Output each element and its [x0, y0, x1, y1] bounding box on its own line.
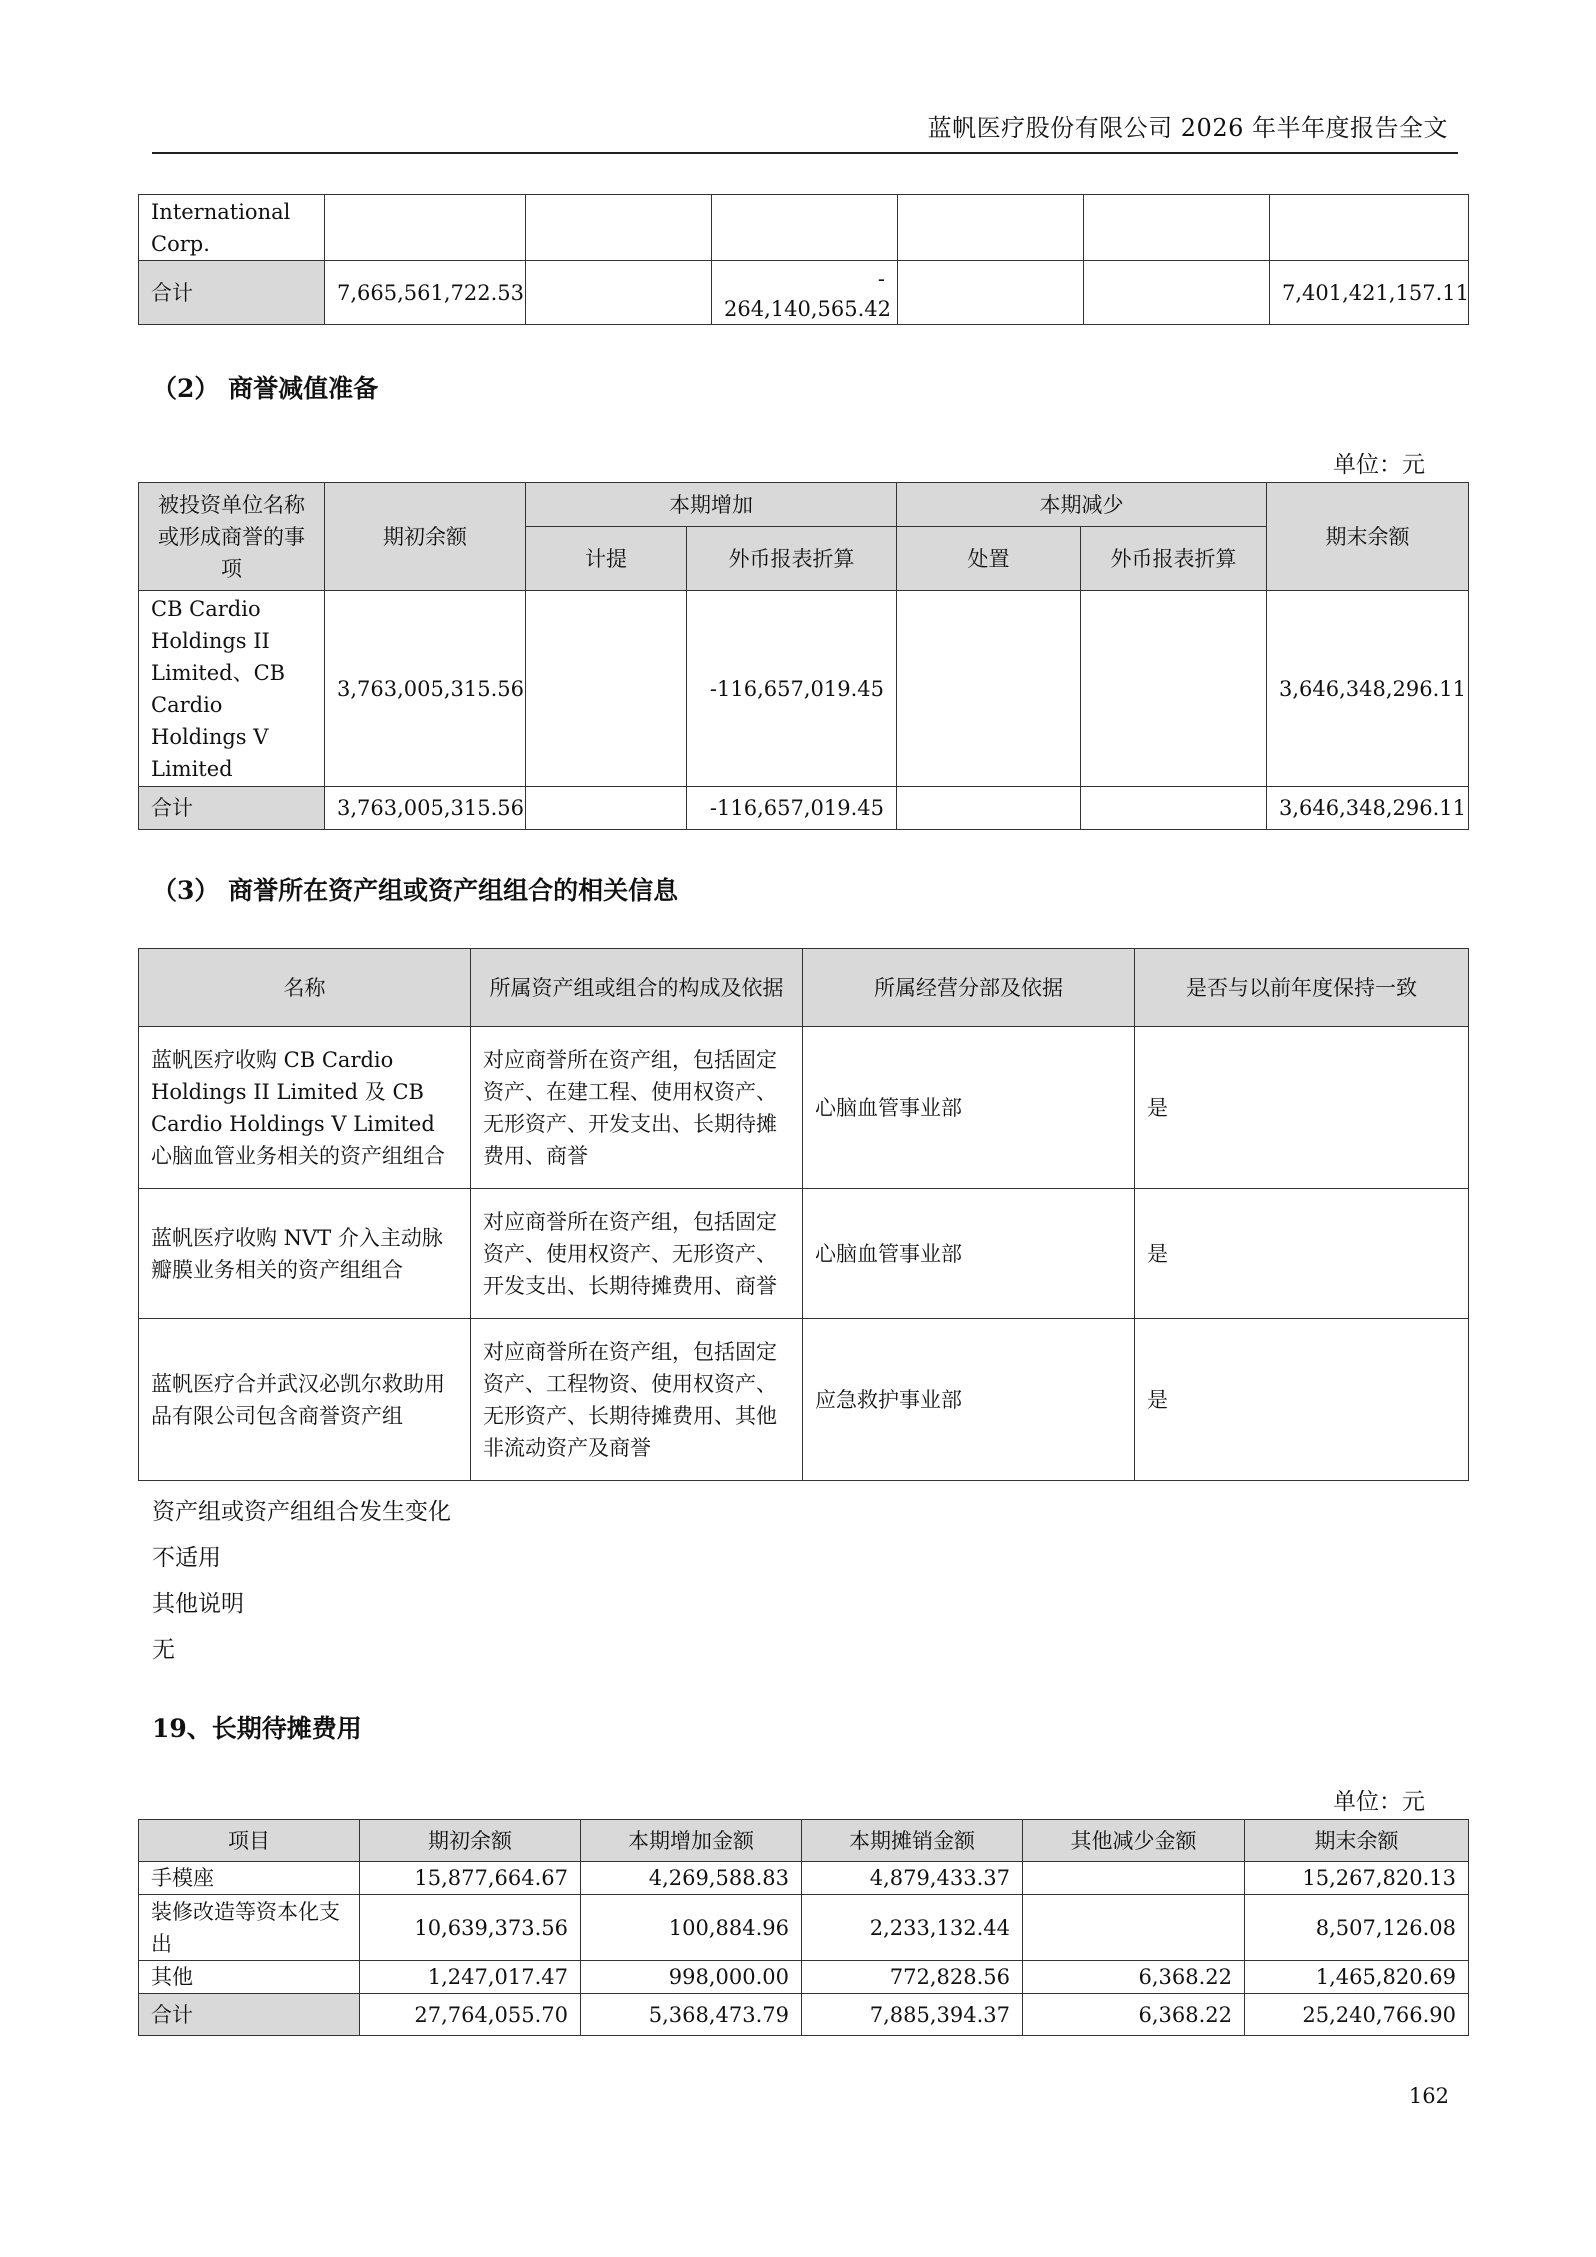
- row-label: 手模座: [139, 1862, 360, 1895]
- table-row-total: [139, 1994, 1469, 2036]
- column-header: 本期摊销金额: [802, 1820, 1023, 1862]
- row-label: 合计: [139, 261, 325, 325]
- table-cell: 是: [1135, 1027, 1469, 1189]
- table-cell: -116,657,019.45: [687, 591, 897, 787]
- table-row-total: [139, 261, 1469, 325]
- table-row-total: [139, 787, 1469, 830]
- table-cell: [1084, 261, 1270, 325]
- table-cell: 15,267,820.13: [1245, 1862, 1469, 1895]
- unit-label: 单位：元: [1333, 452, 1425, 478]
- table-cell: [1081, 591, 1267, 787]
- table-cell: 4,879,433.37: [802, 1862, 1023, 1895]
- table-cell: [898, 261, 1084, 325]
- table-cell: 3,763,005,315.56: [325, 787, 526, 830]
- page-number: 162: [1408, 2084, 1449, 2108]
- note-change-value: 不适用: [152, 1545, 221, 1571]
- table-cell: -116,657,019.45: [687, 787, 897, 830]
- note-change-label: 资产组或资产组组合发生变化: [152, 1499, 451, 1525]
- table-row: [139, 1027, 1469, 1189]
- row-label: International Corp.: [139, 195, 325, 261]
- column-header: 本期增加: [526, 483, 897, 527]
- row-label: 装修改造等资本化支出: [139, 1895, 360, 1961]
- table-long-term-prepaid: [138, 1819, 1469, 2036]
- table-row: [139, 1961, 1469, 1994]
- column-header: 外币报表折算: [1081, 527, 1267, 591]
- column-header: 名称: [139, 949, 471, 1027]
- table-cell: [897, 787, 1081, 830]
- table-cell: 10,639,373.56: [360, 1895, 581, 1961]
- section-title: （3） 商誉所在资产组或资产组组合的相关信息: [152, 876, 679, 905]
- table-cell: 100,884.96: [581, 1895, 802, 1961]
- table-cell: 7,885,394.37: [802, 1994, 1023, 2036]
- note-other-value: 无: [152, 1637, 175, 1663]
- column-header: 期末余额: [1267, 483, 1469, 591]
- row-label: 其他: [139, 1961, 360, 1994]
- table-cell: 心脑血管事业部: [803, 1027, 1135, 1189]
- table-cell: 7,401,421,157.11: [1270, 261, 1469, 325]
- column-header: 计提: [526, 527, 687, 591]
- table-top-continuation: [138, 194, 1469, 325]
- table-cell: 应急救护事业部: [803, 1319, 1135, 1481]
- table-cell: [1084, 195, 1270, 261]
- table-cell: 6,368.22: [1023, 1994, 1245, 2036]
- table-cell: 5,368,473.79: [581, 1994, 802, 2036]
- table-cell: 6,368.22: [1023, 1961, 1245, 1994]
- row-label: CB Cardio Holdings II Limited、CB Cardio Holdings V Limited: [139, 591, 325, 787]
- table-cell: 是: [1135, 1319, 1469, 1481]
- page-header-title: 蓝帆医疗股份有限公司 2026 年半年度报告全文: [927, 114, 1448, 142]
- row-label: 合计: [139, 1994, 360, 2036]
- table-cell: - 264,140,565.42: [712, 261, 898, 325]
- table-cell: 27,764,055.70: [360, 1994, 581, 2036]
- table-cell: [1023, 1895, 1245, 1961]
- column-header: 本期减少: [897, 483, 1267, 527]
- table-goodwill-impairment: [138, 482, 1469, 830]
- table-cell: 772,828.56: [802, 1961, 1023, 1994]
- column-header: 期初余额: [360, 1820, 581, 1862]
- table-header-row: [139, 949, 1469, 1027]
- note-other-label: 其他说明: [152, 1591, 244, 1617]
- table-cell: 对应商誉所在资产组，包括固定资产、使用权资产、无形资产、开发支出、长期待摊费用、商誉: [471, 1189, 803, 1319]
- table-cell: 998,000.00: [581, 1961, 802, 1994]
- column-header: 所属资产组或组合的构成及依据: [471, 949, 803, 1027]
- table-cell: 1,465,820.69: [1245, 1961, 1469, 1994]
- table-row: [139, 195, 1469, 261]
- table-cell: 蓝帆医疗收购 CB Cardio Holdings II Limited 及 CB Cardio Holdings V Limited 心脑血管业务相关的资产组组合: [139, 1027, 471, 1189]
- table-cell: 是: [1135, 1189, 1469, 1319]
- column-header: 是否与以前年度保持一致: [1135, 949, 1469, 1027]
- row-label: 合计: [139, 787, 325, 830]
- column-header: 其他减少金额: [1023, 1820, 1245, 1862]
- table-cell: [897, 591, 1081, 787]
- table-cell: 8,507,126.08: [1245, 1895, 1469, 1961]
- table-cell: 15,877,664.67: [360, 1862, 581, 1895]
- column-header: 外币报表折算: [687, 527, 897, 591]
- section-title: 19、长期待摊费用: [152, 1714, 362, 1743]
- table-cell: 对应商誉所在资产组，包括固定资产、在建工程、使用权资产、无形资产、开发支出、长期待摊费用、商誉: [471, 1027, 803, 1189]
- column-header: 被投资单位名称或形成商誉的事项: [139, 483, 325, 591]
- column-header: 期初余额: [325, 483, 526, 591]
- table-cell: 25,240,766.90: [1245, 1994, 1469, 2036]
- table-cell: [1023, 1862, 1245, 1895]
- table-cell: 3,646,348,296.11: [1267, 591, 1469, 787]
- table-asset-group-info: [138, 948, 1469, 1481]
- column-header: 所属经营分部及依据: [803, 949, 1135, 1027]
- table-cell: [526, 591, 687, 787]
- unit-label: 单位：元: [1333, 1789, 1425, 1815]
- table-row: [139, 591, 1469, 787]
- table-cell: [712, 195, 898, 261]
- table-row: [139, 1189, 1469, 1319]
- table-cell: 蓝帆医疗收购 NVT 介入主动脉瓣膜业务相关的资产组组合: [139, 1189, 471, 1319]
- table-header-row: [139, 1820, 1469, 1862]
- table-cell: 心脑血管事业部: [803, 1189, 1135, 1319]
- table-cell: 3,763,005,315.56: [325, 591, 526, 787]
- table-row: [139, 1862, 1469, 1895]
- table-cell: 1,247,017.47: [360, 1961, 581, 1994]
- table-cell: [526, 261, 712, 325]
- table-cell: 4,269,588.83: [581, 1862, 802, 1895]
- table-cell: 对应商誉所在资产组，包括固定资产、工程物资、使用权资产、无形资产、长期待摊费用、其他非流动资产及商誉: [471, 1319, 803, 1481]
- table-cell: [1081, 787, 1267, 830]
- table-cell: 7,665,561,722.53: [325, 261, 526, 325]
- column-header: 项目: [139, 1820, 360, 1862]
- table-cell: [526, 195, 712, 261]
- table-cell: [526, 787, 687, 830]
- header-divider: [152, 152, 1458, 154]
- table-header-row: [139, 483, 1469, 527]
- column-header: 本期增加金额: [581, 1820, 802, 1862]
- table-row: [139, 1319, 1469, 1481]
- table-row: [139, 1895, 1469, 1961]
- column-header: 处置: [897, 527, 1081, 591]
- table-cell: [325, 195, 526, 261]
- column-header: 期末余额: [1245, 1820, 1469, 1862]
- table-cell: 2,233,132.44: [802, 1895, 1023, 1961]
- table-cell: 蓝帆医疗合并武汉必凯尔救助用品有限公司包含商誉资产组: [139, 1319, 471, 1481]
- section-title: （2） 商誉减值准备: [152, 374, 379, 403]
- table-cell: [898, 195, 1084, 261]
- table-cell: 3,646,348,296.11: [1267, 787, 1469, 830]
- table-cell: [1270, 195, 1469, 261]
